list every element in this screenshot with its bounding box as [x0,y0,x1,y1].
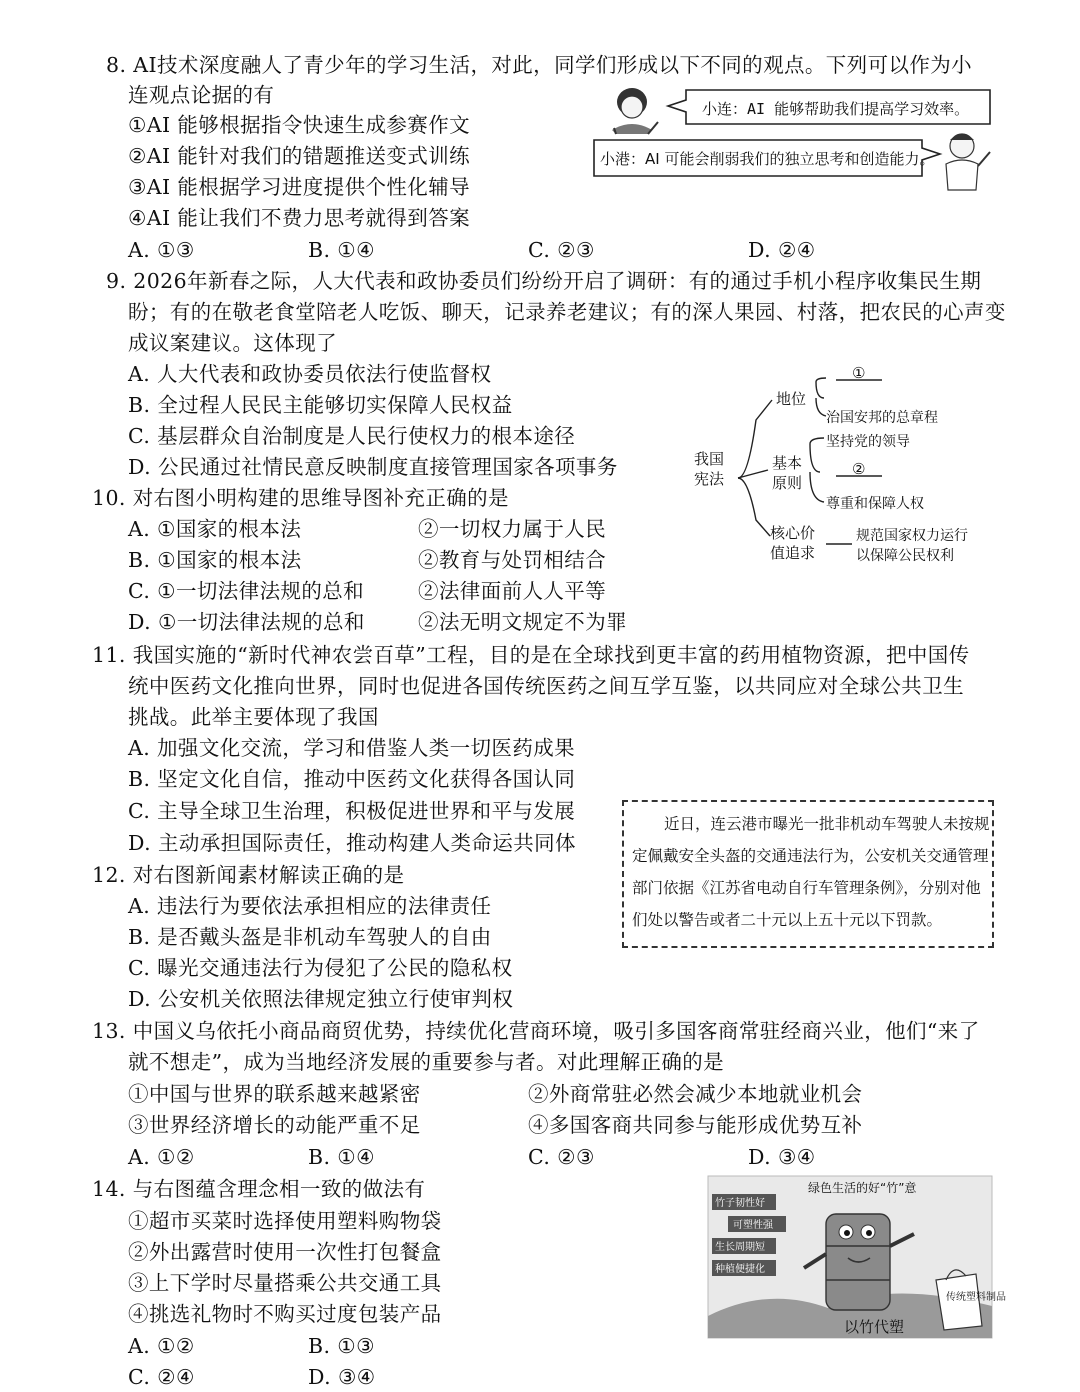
q12-stem: 12. 对右图新闻素材解读正确的是 [92,863,405,887]
news-line-4: 们处以警告或者二十元以上五十元以下罚款。 [632,911,943,929]
q9-stem-line1: 9. 2026年新春之际，人大代表和政协委员们纷纷开启了调研：有的通过手机小程序收集民生期 [106,269,982,293]
news-material-box [622,800,994,948]
news-line-3: 部门依据《江苏省电动自行车管理条例》，分别对他 [632,879,981,897]
mindmap-value-line2: 以保障公民权利 [856,548,954,564]
q8-stem-line1: 8. AI技术深度融人了青少年的学习生活，对此，同学们形成以下不同的观点。下列可以作为小 [106,53,973,77]
q9-stem-line3: 成议案建议。这体现了 [128,331,337,355]
q12-option-a: A. 违法行为要依法承担相应的法律责任 [128,894,492,918]
mindmap-branch-principle-line1: 基本 [772,454,803,472]
cartoon-tag-4: 种植便捷化 [715,1264,765,1275]
cartoon-bag-label: 传统塑料制品 [946,1292,1006,1303]
q8-item-4: ④AI 能让我们不费力思考就得到答案 [128,206,470,230]
mindmap-branch-principle-line2: 原则 [772,474,803,492]
mindmap-blank-2: ② [852,460,866,478]
q14-item-2: ②外出露营时使用一次性打包餐盒 [128,1240,442,1264]
q9-option-c: C. 基层群众自治制度是人民行使权力的根本途径 [128,424,576,448]
mindmap-status-2: 治国安邦的总章程 [826,410,938,426]
q14-option-c: C. ②④ [128,1365,195,1389]
q8-bubble-gang: 小港：AI 可能会削弱我们的独立思考和创造能力。 [600,150,935,168]
q8-item-2: ②AI 能针对我们的错题推送变式训练 [128,144,470,168]
girl-figure-icon [612,88,658,134]
q8-option-c: C. ②③ [528,238,595,262]
mindmap-principle-1: 坚持党的领导 [826,434,910,450]
bamboo-cartoon [708,1176,1006,1338]
q12-option-c: C. 曝光交通违法行为侵犯了公民的隐私权 [128,956,513,980]
q13-item-4: ④多国客商共同参与能形成优势互补 [528,1113,863,1137]
q9-option-b: B. 全过程人民民主能够切实保障人民权益 [128,393,513,417]
q13-option-c: C. ②③ [528,1145,595,1169]
q14-option-a: A. ①② [128,1334,195,1358]
q12-option-d: D. 公安机关依照法律规定独立行使审判权 [128,987,514,1011]
q9-option-a: A. 人大代表和政协委员依法行使监督权 [128,362,492,386]
q11-stem-line3: 挑战。此举主要体现了我国 [128,705,379,729]
q9-option-d: D. 公民通过社情民意反映制度直接管理国家各项事务 [128,455,618,479]
q8-option-b: B. ①④ [308,238,375,262]
q10-option-c-part1: C. ①一切法律法规的总和 [128,579,365,603]
q13-option-a: A. ①② [128,1145,195,1169]
cartoon-tag-2: 可塑性强 [733,1220,773,1231]
q13-item-2: ②外商常驻必然会减少本地就业机会 [528,1082,863,1106]
mindmap-blank-1: ① [852,364,866,382]
q8-item-3: ③AI 能根据学习进度提供个性化辅导 [128,175,470,199]
q10-option-b-part2: ②教育与处罚相结合 [418,548,607,572]
q10-option-d-part2: ②法无明文规定不为罪 [418,610,627,634]
q8-dialogue-figure [590,84,1000,196]
q10-option-a-part2: ②一切权力属于人民 [418,517,607,541]
news-line-2: 定佩戴安全头盔的交通违法行为，公安机关交通管理 [632,847,989,865]
cartoon-caption: 以竹代塑 [844,1318,905,1336]
q14-item-1: ①超市买菜时选择使用塑料购物袋 [128,1209,442,1233]
q8-bubble-lian: 小连：AI 能够帮助我们提高学习效率。 [702,100,970,118]
mindmap-principle-3: 尊重和保障人权 [826,496,924,512]
q10-option-c-part2: ②法律面前人人平等 [418,579,607,603]
q11-option-a: A. 加强文化交流，学习和借鉴人类一切医药成果 [128,736,576,760]
q14-item-3: ③上下学时尽量搭乘公共交通工具 [128,1271,442,1295]
q10-option-b-part1: B. ①国家的根本法 [128,548,302,572]
news-line-1: 近日，连云港市曝光一批非机动车驾驶人未按规 [664,815,990,833]
q13-option-b: B. ①④ [308,1145,375,1169]
mindmap-value-line1: 规范国家权力运行 [856,528,968,544]
q14-stem: 14. 与右图蕴含理念相一致的做法有 [92,1177,426,1201]
q11-option-c: C. 主导全球卫生治理，积极促进世界和平与发展 [128,799,576,823]
q13-item-3: ③世界经济增长的动能严重不足 [128,1113,421,1137]
q11-option-d: D. 主动承担国际责任，推动构建人类命运共同体 [128,831,576,855]
q12-option-b: B. 是否戴头盔是非机动车驾驶人的自由 [128,925,492,949]
q14-item-4: ④挑选礼物时不购买过度包装产品 [128,1302,442,1326]
q11-option-b: B. 坚定文化自信，推动中医药文化获得各国认同 [128,767,576,791]
mindmap-branch-value-line1: 核心价 [770,524,816,542]
q11-stem-line2: 统中医药文化推向世界，同时也促进各国传统医药之间互学互鉴，以共同应对全球公共卫生 [128,674,964,698]
q10-option-d-part1: D. ①一切法律法规的总和 [128,610,365,634]
mindmap-root-line2: 宪法 [694,470,725,488]
q8-option-a: A. ①③ [128,238,195,262]
cartoon-tag-1: 竹子韧性好 [715,1198,765,1209]
constitution-mindmap [686,360,986,570]
q13-stem-line1: 13. 中国义乌依托小商品商贸优势，持续优化营商环境，吸引多国客商常驻经商兴业，他们“来了 [92,1019,980,1043]
mindmap-root-line1: 我国 [694,450,725,468]
q8-item-1: ①AI 能够根据指令快速生成参赛作文 [128,113,470,137]
q14-option-b: B. ①③ [308,1334,375,1358]
q11-stem-line1: 11. 我国实施的“新时代神农尝百草”工程，目的是在全球找到更丰富的药用植物资源，把中国传 [92,643,970,667]
q14-option-d: D. ③④ [308,1365,376,1389]
cartoon-title: 绿色生活的好“竹”意 [808,1181,917,1195]
q9-stem-line2: 盼；有的在敬老食堂陪老人吃饭、聊天，记录养老建议；有的深人果园、村落，把农民的心声变 [128,300,1006,324]
q10-stem: 10. 对右图小明构建的思维导图补充正确的是 [92,486,509,510]
q13-item-1: ①中国与世界的联系越来越紧密 [128,1082,421,1106]
q10-option-a-part1: A. ①国家的根本法 [128,517,302,541]
q8-stem-line2: 连观点论据的有 [128,83,275,107]
boy-figure-icon [946,134,990,190]
q8-option-d: D. ②④ [748,238,816,262]
q13-option-d: D. ③④ [748,1145,816,1169]
cartoon-tag-3: 生长周期短 [715,1242,765,1253]
mindmap-branch-status: 地位 [776,390,807,408]
mindmap-branch-value-line2: 值追求 [770,544,816,562]
q13-stem-line2: 就不想走”，成为当地经济发展的重要参与者。对此理解正确的是 [128,1050,725,1074]
